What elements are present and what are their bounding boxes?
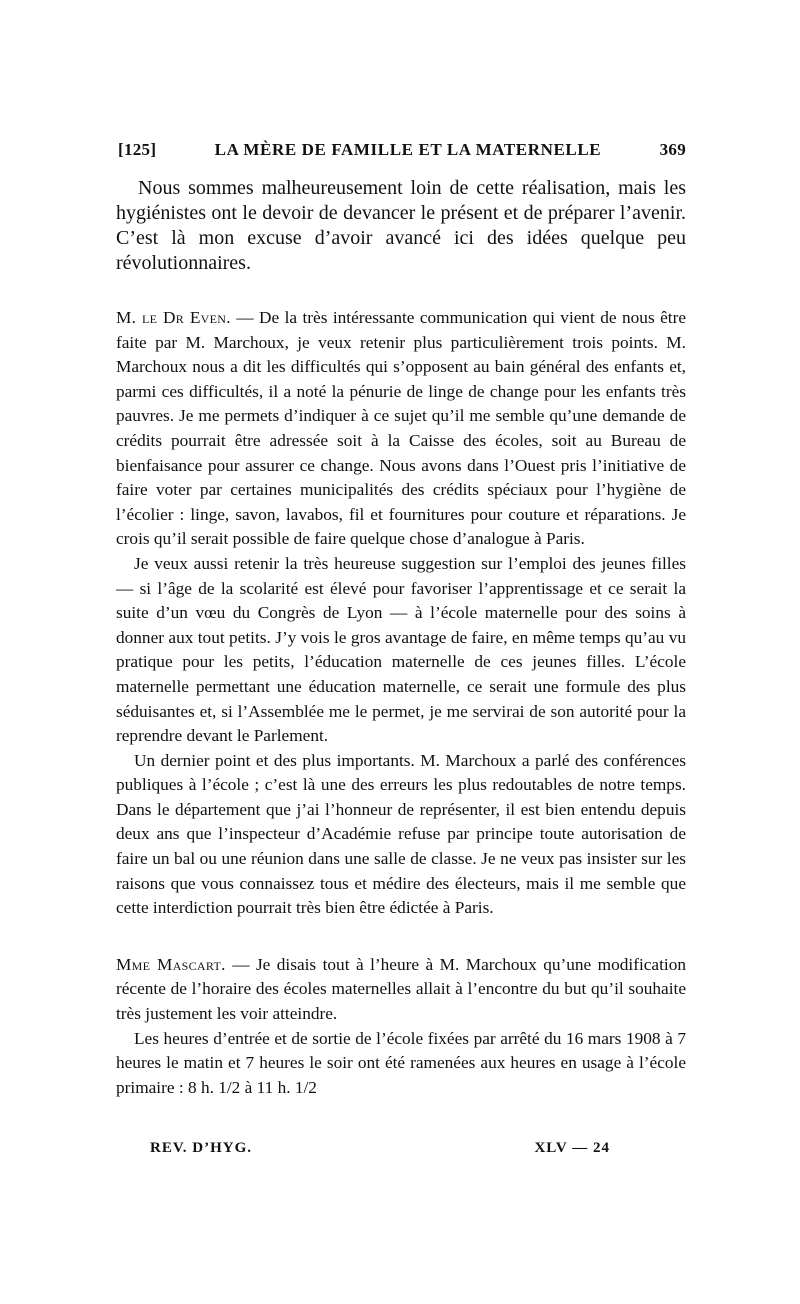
footer-signature: XLV — 24 (534, 1140, 610, 1156)
page-number: 369 (659, 140, 686, 159)
even-paragraph-1-text: — De la très intéressante communication qui vient de nous être faite par M. Marchoux, je veux retenir plus particulièrement trois points. M. Marchoux nous a dit les difficultés qui s’opposent au bain général des enfants et, parmi ces difficultés, il a noté la pénurie de linge de change pour les enfants très pauvres. Je me permets d’indiquer à ce sujet qu’il me semble qu’une demande de crédits pourrait être adressée soit à la Caisse des écoles, soit au Bureau de bienfaisance pour assurer ce change. Nous avons dans l’Ouest pris l’initiative de faire voter par certaines municipalités des crédits spéciaux pour l’hygiène de l’écolier : linge, savon, lavabos, fil et fournitures pour couture et réparations. Je crois qu’il serait possible de faire quelque chose d’analogue à Paris. (116, 308, 687, 549)
footer-journal: REV. D’HYG. (150, 1140, 252, 1156)
even-paragraph-2: Je veux aussi retenir la très heureuse suggestion sur l’emploi des jeunes filles — si l’âge de la scolarité est élevé pour favoriser l’apprentissage et ce serait la suite d’un vœu du Congrès de Lyon — à l’école maternelle pour des soins à donner aux tout petits. J’y vois le gros avantage de faire, en même temps qu’au vu pratique pour les petits, l’éducation maternelle de ces jeunes filles. L’école maternelle permettant une éducation maternelle, ce serait une formule des plus séduisantes et, si l’Assemblée me le permet, je me servirai de son autorité pour la reprendre devant le Parlement. (116, 553, 686, 746)
mascart-paragraph-1-text: — Je disais tout à l’heure à M. Marchoux qu’une modification récente de l’horaire des écoles maternelles allait à l’encontre du but qu’il souhaite très justement les voir atteindre. (116, 954, 686, 1024)
page-footer (150, 1140, 610, 1157)
even-paragraph-3: Un dernier point et des plus importants. M. Marchoux a parlé des conférences publiques à l’école ; c’est là une des erreurs les plus redoutables de notre temps. Dans le département que j’ai l’honneur de représenter, il est bien entendu depuis deux ans que l’inspecteur d’Académie refuse par principe toute autorisation de faire un bal ou une réunion dans une salle de classe. Je ne veux pas insister sur les raisons que vous connaissez tous et médire des électeurs, mais il me semble que cette interdiction pourrait très bien être édictée à Paris. (116, 750, 686, 918)
header-title: LA MÈRE DE FAMILLE ET LA MATERNELLE (214, 140, 602, 159)
mascart-paragraph-1 (116, 953, 686, 1027)
speaker-mascart: Mme Mascart. (116, 954, 226, 974)
page-body (116, 176, 686, 1100)
header-ref: [125] (118, 140, 157, 159)
running-header (118, 140, 686, 160)
mascart-paragraph-2: Les heures d’entrée et de sortie de l’école fixées par arrêté du 16 mars 1908 à 7 heures le matin et 7 heures le soir ont été ramenées aux heures en usage à l’école primaire : 8 h. 1/2 à 11 h. 1/2 (116, 1028, 686, 1097)
lead-paragraph: Nous sommes malheureusement loin de cette réalisation, mais les hygiénistes ont le devoir de devancer le présent et de préparer l’avenir. C’est là mon excuse d’avoir avancé ici des idées quelque peu révolutionnaires. (116, 177, 686, 274)
section-gap (116, 921, 686, 953)
speaker-even: M. le Dr Even. (116, 308, 231, 327)
even-paragraph-1 (116, 306, 686, 552)
